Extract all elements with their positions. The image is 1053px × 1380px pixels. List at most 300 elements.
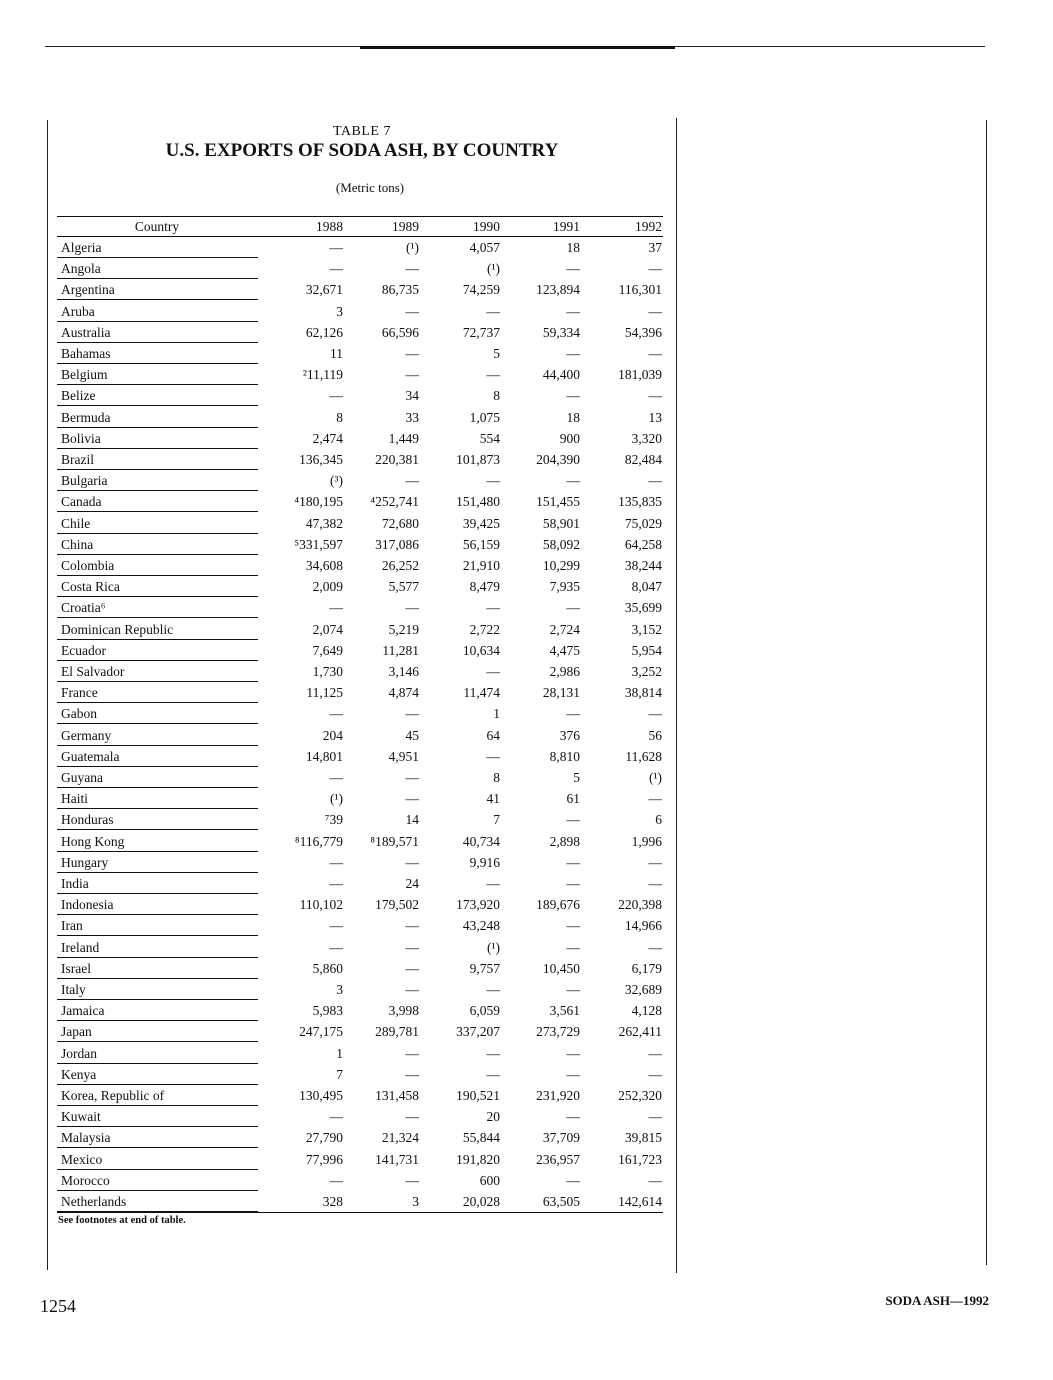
value-cell-1989: ⁸189,571 bbox=[370, 833, 419, 849]
value-cell-1989: 26,252 bbox=[381, 558, 419, 573]
value-cell-1991: 44,400 bbox=[542, 367, 580, 383]
row-underline bbox=[57, 957, 258, 958]
value-cell-1990: 5 bbox=[493, 346, 500, 361]
value-cell-1988: 11,125 bbox=[306, 685, 343, 701]
row-underline bbox=[57, 533, 258, 534]
value-cell-1989: 3 bbox=[412, 1194, 419, 1209]
value-cell-1991: — bbox=[566, 303, 580, 319]
table-row bbox=[0, 280, 1053, 301]
running-head: SODA ASH—1992 bbox=[885, 1293, 989, 1308]
row-underline bbox=[57, 1105, 258, 1106]
value-cell-1988: — bbox=[329, 876, 343, 891]
country-cell: Aruba bbox=[61, 303, 95, 319]
value-cell-1991: 37,709 bbox=[542, 1130, 580, 1146]
country-cell: Chile bbox=[61, 515, 91, 531]
value-cell-1989: — bbox=[405, 367, 419, 383]
country-cell: Ecuador bbox=[61, 642, 106, 658]
footnote-reference: See footnotes at end of table. bbox=[58, 1215, 186, 1226]
country-cell: Belgium bbox=[61, 367, 108, 383]
value-cell-1990: — bbox=[486, 876, 500, 891]
value-cell-1992: 64,258 bbox=[624, 536, 662, 552]
value-cell-1991: — bbox=[566, 982, 580, 997]
table-title: U.S. EXPORTS OF SODA ASH, BY COUNTRY bbox=[165, 140, 559, 161]
value-cell-1991: — bbox=[566, 854, 580, 870]
row-underline bbox=[57, 1190, 258, 1191]
value-cell-1990: 4,057 bbox=[469, 240, 500, 255]
value-cell-1990: 101,873 bbox=[456, 452, 500, 467]
value-cell-1992: — bbox=[648, 303, 662, 319]
value-cell-1989: — bbox=[405, 854, 419, 870]
value-cell-1990: — bbox=[486, 600, 500, 616]
value-cell-1991: 2,898 bbox=[549, 833, 580, 849]
value-cell-1988: — bbox=[329, 240, 343, 255]
row-underline bbox=[57, 384, 258, 385]
country-cell: Ireland bbox=[61, 939, 100, 955]
value-cell-1992: 5,954 bbox=[631, 642, 662, 658]
value-cell-1989: 131,458 bbox=[375, 1088, 419, 1103]
value-cell-1991: 3,561 bbox=[549, 1003, 580, 1019]
table-row bbox=[0, 1001, 1053, 1022]
table-row bbox=[0, 726, 1053, 747]
value-cell-1989: ⁴252,741 bbox=[370, 494, 419, 510]
value-cell-1991: 58,092 bbox=[542, 536, 580, 552]
value-cell-1989: — bbox=[405, 918, 419, 934]
value-cell-1992: 181,039 bbox=[618, 367, 662, 383]
row-underline bbox=[57, 723, 258, 724]
value-cell-1988: 110,102 bbox=[299, 897, 343, 913]
value-cell-1991: 10,450 bbox=[542, 960, 580, 976]
value-cell-1992: 35,699 bbox=[624, 600, 662, 616]
country-cell: Algeria bbox=[61, 240, 102, 255]
value-cell-1991: — bbox=[566, 939, 580, 955]
table-row bbox=[0, 492, 1053, 513]
value-cell-1991: — bbox=[566, 812, 580, 828]
value-cell-1989: 5,219 bbox=[388, 621, 419, 637]
row-underline bbox=[57, 1041, 258, 1042]
value-cell-1988: — bbox=[329, 388, 343, 404]
value-cell-1991: 63,505 bbox=[542, 1194, 580, 1209]
value-cell-1988: 204 bbox=[322, 727, 343, 743]
value-cell-1989: — bbox=[405, 1109, 419, 1125]
row-underline bbox=[57, 575, 258, 576]
value-cell-1990: — bbox=[486, 1045, 500, 1061]
country-cell: Canada bbox=[61, 494, 102, 510]
row-underline bbox=[57, 1147, 258, 1148]
row-underline bbox=[57, 978, 258, 979]
value-cell-1990: 9,757 bbox=[469, 960, 500, 976]
row-underline bbox=[57, 1126, 258, 1127]
value-cell-1991: 28,131 bbox=[542, 685, 580, 701]
table-row bbox=[0, 1128, 1053, 1149]
row-underline bbox=[57, 554, 258, 555]
value-cell-1989: — bbox=[405, 791, 419, 807]
country-cell: Jamaica bbox=[61, 1003, 105, 1019]
table-row bbox=[0, 450, 1053, 471]
country-cell: Gabon bbox=[61, 706, 97, 722]
row-underline bbox=[57, 872, 258, 873]
value-cell-1992: — bbox=[648, 261, 662, 277]
value-cell-1988: — bbox=[329, 1172, 343, 1188]
country-cell: Brazil bbox=[61, 452, 94, 467]
table-row bbox=[0, 747, 1053, 768]
table-row bbox=[0, 1065, 1053, 1086]
value-cell-1990: 39,425 bbox=[462, 515, 500, 531]
country-cell: Kuwait bbox=[61, 1109, 101, 1125]
value-cell-1988: ⁵331,597 bbox=[294, 536, 343, 552]
row-underline bbox=[57, 448, 258, 449]
value-cell-1991: 151,455 bbox=[536, 494, 580, 510]
row-underline bbox=[57, 278, 258, 279]
table-row bbox=[0, 1044, 1053, 1065]
value-cell-1988: 77,996 bbox=[305, 1151, 343, 1167]
value-cell-1988: 328 bbox=[322, 1194, 343, 1209]
value-cell-1991: — bbox=[566, 876, 580, 891]
value-cell-1991: 18 bbox=[566, 409, 580, 425]
column-header-1992: 1992 bbox=[635, 219, 662, 234]
value-cell-1990: — bbox=[486, 1066, 500, 1082]
value-cell-1988: 130,495 bbox=[299, 1088, 343, 1103]
value-cell-1990: — bbox=[486, 664, 500, 679]
table-row bbox=[0, 323, 1053, 344]
row-underline bbox=[57, 1020, 258, 1021]
table-row bbox=[0, 1107, 1053, 1128]
value-cell-1988: 5,860 bbox=[312, 960, 343, 976]
table-bottom-rule bbox=[57, 1212, 663, 1213]
value-cell-1992: 56 bbox=[648, 727, 662, 743]
country-cell: India bbox=[61, 876, 89, 891]
table-row bbox=[0, 259, 1053, 280]
country-cell: Morocco bbox=[61, 1172, 110, 1188]
value-cell-1988: 2,074 bbox=[312, 621, 343, 637]
value-cell-1992: 116,301 bbox=[618, 282, 662, 298]
country-cell: Australia bbox=[61, 324, 111, 340]
value-cell-1992: 13 bbox=[648, 409, 662, 425]
value-cell-1990: 43,248 bbox=[462, 918, 500, 934]
country-cell: China bbox=[61, 536, 94, 552]
value-cell-1991: 58,901 bbox=[542, 515, 580, 531]
value-cell-1992: 37 bbox=[648, 240, 662, 255]
value-cell-1992: 11,628 bbox=[625, 748, 662, 764]
value-cell-1992: 4,128 bbox=[631, 1003, 662, 1019]
value-cell-1990: 21,910 bbox=[462, 558, 500, 573]
value-cell-1988: 7,649 bbox=[312, 642, 343, 658]
table-row bbox=[0, 832, 1053, 853]
value-cell-1988: 1,730 bbox=[312, 664, 343, 679]
value-cell-1992: 135,835 bbox=[618, 494, 662, 510]
value-cell-1989: — bbox=[405, 706, 419, 722]
value-cell-1991: 204,390 bbox=[536, 452, 580, 467]
table-row bbox=[0, 704, 1053, 725]
row-underline bbox=[57, 935, 258, 936]
country-cell: Colombia bbox=[61, 558, 115, 573]
value-cell-1992: — bbox=[648, 388, 662, 404]
value-cell-1988: 5,983 bbox=[312, 1003, 343, 1019]
table-row bbox=[0, 408, 1053, 429]
country-cell: Netherlands bbox=[61, 1194, 127, 1209]
value-cell-1991: 18 bbox=[566, 240, 580, 255]
value-cell-1991: — bbox=[566, 346, 580, 361]
value-cell-1989: — bbox=[405, 939, 419, 955]
table-row bbox=[0, 365, 1053, 386]
value-cell-1989: 86,735 bbox=[381, 282, 419, 298]
table-row bbox=[0, 1022, 1053, 1043]
value-cell-1990: 337,207 bbox=[456, 1024, 500, 1040]
value-cell-1989: — bbox=[405, 1066, 419, 1082]
value-cell-1991: 4,475 bbox=[549, 642, 580, 658]
value-cell-1992: — bbox=[648, 1066, 662, 1082]
value-cell-1992: 3,320 bbox=[631, 430, 662, 446]
value-cell-1988: ²11,119 bbox=[302, 367, 343, 383]
column-header-1989: 1989 bbox=[392, 219, 419, 234]
table-row bbox=[0, 874, 1053, 895]
column-header-1990: 1990 bbox=[473, 219, 500, 234]
value-cell-1988: — bbox=[329, 854, 343, 870]
row-underline bbox=[57, 1084, 258, 1085]
country-cell: Japan bbox=[61, 1024, 92, 1040]
table-row bbox=[0, 895, 1053, 916]
value-cell-1990: — bbox=[486, 367, 500, 383]
value-cell-1991: 189,676 bbox=[536, 897, 580, 913]
table-units: (Metric tons) bbox=[335, 180, 405, 195]
table-row bbox=[0, 577, 1053, 598]
value-cell-1989: — bbox=[405, 346, 419, 361]
value-cell-1989: — bbox=[405, 770, 419, 785]
value-cell-1992: 39,815 bbox=[624, 1130, 662, 1146]
value-cell-1990: 11,474 bbox=[463, 685, 500, 701]
value-cell-1990: (¹) bbox=[486, 261, 500, 277]
value-cell-1988: (³) bbox=[329, 473, 343, 489]
row-underline bbox=[57, 766, 258, 767]
country-cell: Malaysia bbox=[61, 1130, 111, 1146]
row-underline bbox=[57, 999, 258, 1000]
value-cell-1988: 2,009 bbox=[312, 579, 343, 595]
value-cell-1988: 247,175 bbox=[299, 1024, 343, 1040]
value-cell-1990: 41 bbox=[486, 791, 500, 807]
value-cell-1991: — bbox=[566, 1172, 580, 1188]
value-cell-1988: ⁸116,779 bbox=[294, 833, 343, 849]
value-cell-1991: — bbox=[566, 1109, 580, 1125]
row-underline bbox=[57, 787, 258, 788]
table-row bbox=[0, 344, 1053, 365]
value-cell-1990: — bbox=[486, 303, 500, 319]
value-cell-1991: — bbox=[566, 706, 580, 722]
row-underline bbox=[57, 1063, 258, 1064]
value-cell-1988: 1 bbox=[336, 1045, 343, 1061]
value-cell-1990: 8 bbox=[493, 770, 500, 785]
value-cell-1988: (¹) bbox=[329, 791, 343, 807]
value-cell-1990: 10,634 bbox=[462, 642, 500, 658]
value-cell-1991: — bbox=[566, 473, 580, 489]
table-row bbox=[0, 556, 1053, 577]
table-row bbox=[0, 959, 1053, 980]
value-cell-1988: 32,671 bbox=[305, 282, 343, 298]
table-row bbox=[0, 683, 1053, 704]
value-cell-1989: 289,781 bbox=[375, 1024, 419, 1040]
row-underline bbox=[57, 490, 258, 491]
value-cell-1989: 141,731 bbox=[375, 1151, 419, 1167]
value-cell-1989: 11,281 bbox=[382, 642, 419, 658]
value-cell-1990: 600 bbox=[479, 1172, 500, 1188]
table-row bbox=[0, 980, 1053, 1001]
table-row bbox=[0, 471, 1053, 492]
value-cell-1988: 3 bbox=[336, 982, 343, 997]
table-row bbox=[0, 238, 1053, 259]
value-cell-1989: 5,577 bbox=[388, 579, 419, 595]
value-cell-1988: ⁴180,195 bbox=[294, 494, 343, 510]
country-cell: Honduras bbox=[61, 812, 114, 828]
value-cell-1989: 1,449 bbox=[388, 430, 419, 446]
value-cell-1990: 8,479 bbox=[469, 579, 500, 595]
value-cell-1989: — bbox=[405, 960, 419, 976]
country-cell: Italy bbox=[61, 982, 86, 997]
value-cell-1988: — bbox=[329, 600, 343, 616]
country-cell: Korea, Republic of bbox=[61, 1088, 165, 1103]
value-cell-1989: 45 bbox=[405, 727, 419, 743]
value-cell-1990: 9,916 bbox=[469, 854, 500, 870]
value-cell-1990: 74,259 bbox=[462, 282, 500, 298]
value-cell-1992: — bbox=[648, 1172, 662, 1188]
value-cell-1989: 220,381 bbox=[375, 452, 419, 467]
country-cell: Croatia⁶ bbox=[61, 600, 106, 616]
value-cell-1989: — bbox=[405, 1172, 419, 1188]
value-cell-1989: 179,502 bbox=[375, 897, 419, 913]
value-cell-1991: — bbox=[566, 918, 580, 934]
value-cell-1990: 2,722 bbox=[469, 621, 500, 637]
value-cell-1988: 47,382 bbox=[305, 515, 343, 531]
value-cell-1992: — bbox=[648, 791, 662, 807]
table-row bbox=[0, 938, 1053, 959]
value-cell-1990: 7 bbox=[493, 812, 500, 828]
value-cell-1990: 191,820 bbox=[456, 1151, 500, 1167]
row-underline bbox=[57, 851, 258, 852]
table-row bbox=[0, 386, 1053, 407]
table-row bbox=[0, 1086, 1053, 1107]
value-cell-1992: — bbox=[648, 473, 662, 489]
value-cell-1992: — bbox=[648, 876, 662, 891]
value-cell-1991: 900 bbox=[559, 430, 580, 446]
country-cell: Mexico bbox=[61, 1151, 103, 1167]
column-header-country: Country bbox=[134, 219, 180, 234]
country-cell: Guatemala bbox=[61, 748, 120, 764]
country-cell: Kenya bbox=[61, 1066, 97, 1082]
value-cell-1992: — bbox=[648, 1109, 662, 1125]
row-underline bbox=[57, 617, 258, 618]
row-underline bbox=[57, 342, 258, 343]
value-cell-1988: — bbox=[329, 1109, 343, 1125]
country-cell: France bbox=[61, 685, 98, 701]
value-cell-1988: 136,345 bbox=[299, 452, 343, 467]
row-underline bbox=[57, 257, 258, 258]
row-underline bbox=[57, 1169, 258, 1170]
value-cell-1990: 554 bbox=[479, 430, 500, 446]
row-underline bbox=[57, 639, 258, 640]
row-underline bbox=[57, 660, 258, 661]
country-cell: Bolivia bbox=[61, 430, 101, 446]
row-underline bbox=[57, 321, 258, 322]
value-cell-1992: (¹) bbox=[648, 770, 662, 785]
value-cell-1990: 56,159 bbox=[462, 536, 500, 552]
value-cell-1991: 5 bbox=[573, 770, 580, 785]
value-cell-1992: 252,320 bbox=[618, 1088, 662, 1103]
value-cell-1989: — bbox=[405, 600, 419, 616]
value-cell-1989: 3,998 bbox=[388, 1003, 419, 1019]
value-cell-1988: 11 bbox=[330, 346, 343, 361]
row-underline bbox=[57, 363, 258, 364]
value-cell-1991: 123,894 bbox=[536, 282, 580, 298]
value-cell-1989: — bbox=[405, 261, 419, 277]
value-cell-1989: 317,086 bbox=[375, 536, 419, 552]
value-cell-1992: 38,814 bbox=[624, 685, 662, 701]
value-cell-1990: — bbox=[486, 473, 500, 489]
value-cell-1991: — bbox=[566, 1045, 580, 1061]
value-cell-1988: 7 bbox=[336, 1066, 343, 1082]
table-row bbox=[0, 598, 1053, 619]
value-cell-1989: — bbox=[405, 1045, 419, 1061]
value-cell-1989: 34 bbox=[405, 388, 419, 404]
value-cell-1988: 2,474 bbox=[312, 430, 343, 446]
row-underline bbox=[57, 511, 258, 512]
row-underline bbox=[57, 405, 258, 406]
value-cell-1989: 14 bbox=[405, 812, 419, 828]
column-header-1988: 1988 bbox=[316, 219, 343, 234]
value-cell-1990: 8 bbox=[493, 388, 500, 404]
value-cell-1989: — bbox=[405, 473, 419, 489]
country-cell: Germany bbox=[61, 727, 112, 743]
country-cell: Guyana bbox=[61, 770, 103, 785]
value-cell-1991: — bbox=[566, 600, 580, 616]
value-cell-1991: 2,724 bbox=[549, 621, 580, 637]
value-cell-1990: 1,075 bbox=[469, 409, 500, 425]
table-row bbox=[0, 641, 1053, 662]
row-underline bbox=[57, 469, 258, 470]
value-cell-1989: 21,324 bbox=[381, 1130, 419, 1146]
value-cell-1991: — bbox=[566, 388, 580, 404]
value-cell-1990: 40,734 bbox=[462, 833, 500, 849]
table-row bbox=[0, 429, 1053, 450]
table-row bbox=[0, 620, 1053, 641]
value-cell-1989: 72,680 bbox=[381, 515, 419, 531]
row-underline bbox=[57, 829, 258, 830]
country-cell: Argentina bbox=[61, 282, 115, 298]
value-cell-1992: 38,244 bbox=[624, 558, 662, 573]
value-cell-1991: 8,810 bbox=[549, 748, 580, 764]
value-cell-1991: 59,334 bbox=[542, 324, 580, 340]
value-cell-1988: — bbox=[329, 770, 343, 785]
table-row bbox=[0, 810, 1053, 831]
value-cell-1992: 82,484 bbox=[624, 452, 662, 467]
value-cell-1992: 220,398 bbox=[618, 897, 662, 913]
value-cell-1990: 6,059 bbox=[469, 1003, 500, 1019]
value-cell-1992: 3,152 bbox=[631, 621, 662, 637]
value-cell-1989: 66,596 bbox=[381, 324, 419, 340]
table-row bbox=[0, 853, 1053, 874]
country-cell: El Salvador bbox=[61, 664, 125, 679]
value-cell-1992: 142,614 bbox=[618, 1194, 662, 1209]
value-cell-1989: — bbox=[405, 303, 419, 319]
value-cell-1992: 262,411 bbox=[618, 1024, 662, 1040]
value-cell-1992: — bbox=[648, 706, 662, 722]
value-cell-1992: 75,029 bbox=[624, 515, 662, 531]
value-cell-1989: 3,146 bbox=[388, 664, 419, 679]
table-row bbox=[0, 1150, 1053, 1171]
value-cell-1990: 20,028 bbox=[462, 1194, 500, 1209]
row-underline bbox=[57, 893, 258, 894]
row-underline bbox=[57, 745, 258, 746]
row-underline bbox=[57, 914, 258, 915]
table-row bbox=[0, 789, 1053, 810]
value-cell-1988: 8 bbox=[336, 409, 343, 425]
value-cell-1990: 72,737 bbox=[462, 324, 500, 340]
